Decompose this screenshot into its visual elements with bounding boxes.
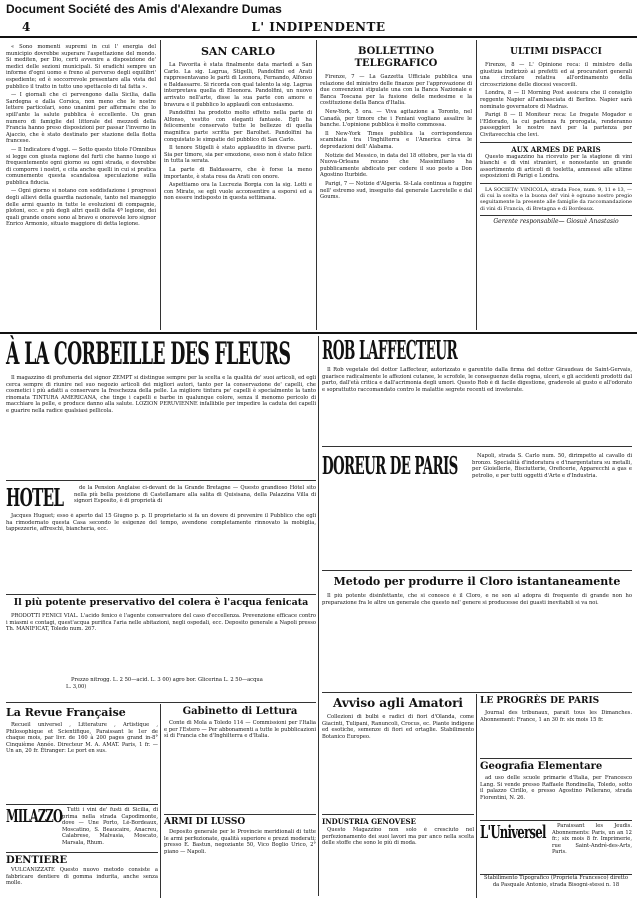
ad-prices <box>66 677 266 697</box>
ad-body <box>164 720 316 810</box>
column-news <box>6 44 156 329</box>
article-paragraph: — Il Indicatore d'oggi. — Sotto questo titolo l'Omnibus si legge con giusta ragione del furti che hanno luogo si frequentemente ogni giorno su ogni strada, e dovrebbe di comporre i nostri, e cita anche quelli in cui si pratica comunemente questa scandalosa speculazione sulla pubblica fiducia. <box>6 146 156 186</box>
ad-body <box>322 367 632 441</box>
printer-line <box>480 874 632 897</box>
ad-text: Questo magazzino ha ricevuto per la stagione di vini bianchi e di vini stranieri, e nonostante un grande assortimento di articoli di toeletta, ammessi alle ultime esposizioni di Parigi e Londra. <box>480 153 632 180</box>
ad-colera <box>6 594 316 701</box>
section-title: SAN CARLO <box>200 45 276 58</box>
ad-cloro <box>322 570 632 691</box>
ad-text: ad uso delle scuole primarie d'Italia, per Francesco Lang. Si vende presso Raffaele Rondinella, Toledo, sotto il palazzo Cirillo, e presso Agostino Pellerano, strada Fiorentini, N. 26. <box>480 775 632 801</box>
ad-body <box>6 722 158 800</box>
ad-text: Journal des tribunaux, paraît tous les Dimanches. Abonnement: France, 1 an 30 fr. six mois 15 fr. <box>480 710 632 723</box>
article-paragraph: Parigi 8 — Il Moniteur reca: Le fregate Mogador e l'Eldorado, la cui partenza fu prorogata, renderanno passeggieri le nostre navi per la partenza per Civitavecchia che levi. <box>480 112 632 138</box>
article-paragraph: — Ogni giorno si notano con soddisfazione i progressi degli allievi della guardia nazionale, tanto nel maneggio delle armi quanto in tutte le evoluzioni di compagnie, plotoni, ecc. e più degli altri quelli della 4ª legione, dei quali grande onore sono al bravo e onorevole loro signor Enrico Armonio, situato maggiore di detta legione. <box>6 188 156 228</box>
price-line: Prezzo nitrogg. L. 2 50—acid. L. 3 00) agro bor. Glicerina L. 2 50—acqua L. 3,00) <box>66 677 263 690</box>
ad-body <box>74 485 316 513</box>
ad-headline: À LA CORBEILLE DES FLEURS <box>6 336 291 372</box>
ad-text: Jacques Huguet; esso è aperto dal 15 Giugno p. p. Il proprietario si fa un dovere di prevenire il Pubblico che egli ha rimodernato questa Casa secondo le esigenze del tempo, avendone completamente rinnovato la mobiglia, tappezzerie, affreschi, biancheria, ecc. <box>6 513 316 533</box>
printer-text: Stabilimento Tipografico (Proprietà Francesco) diretto da Pasquale Antonio, strada Bisogni-stessi n. 18 <box>484 875 628 888</box>
section-rule <box>0 332 637 334</box>
ad-gabinetto <box>164 706 316 812</box>
column-divider <box>476 694 477 898</box>
ad-laffecteur <box>322 337 632 442</box>
article-paragraph: « Sono momenti supremi in cui l' energia del municipio dovrebbe superare l'aspettazione del mondo. Si mediten, per Dio, certi avvenire a disposizione de' medici delle sezioni municipali. Si eradichi sempre un informe d'ogni uomo e freno al perverso degli equilibri' espediente; ed è soccorrevole presentare alla vista del pubblico il tratto in tutto uno spettacolo di tal fatta ». <box>6 44 156 90</box>
article-paragraph: Firenze, 8 — L' Opinione reca: il ministro della giustizia indirizzò ai prefetti ed ai procuratori generali una circolare relativa all'ordinamento della circoscrizione delle diocesi vescovili. <box>480 62 632 88</box>
ad-text: Questo Magazzino non solo è cresciuto nel perfezionamento dei suoi lavori ma pur anco nella scelta delle stoffe che sono le più di moda. <box>322 827 474 847</box>
divider <box>480 183 632 184</box>
section-title: BOLLETTINO TELEGRAFICO <box>354 46 438 69</box>
ad-headline: DENTIERE <box>6 855 68 866</box>
ad-body <box>480 710 632 754</box>
ad-text: de la Pension Anglaise ci-devant de la Grande Bretagne — Questo grandioso Hôtel sito nella più bella posizione di Castellamare alla salita di Quisisana, della Palazzina Villa di signori Esposito, è di proprietà di <box>74 485 316 505</box>
ad-text: VULCANIZZATE Questo nuovo metodo consiste a fabbricare dentiere di gomma indurita, anche senza molle. <box>6 867 158 887</box>
ad-industria <box>322 814 474 897</box>
column-dispatches <box>480 44 632 329</box>
ad-progres <box>480 696 632 756</box>
ad-text: Recueil universel , Litterature , Artistique , Philosophique et Scientifique, Paraissant le 1er de chaque mois, par livr. de 160 à 200 pages grand in-8° Cinquième Année. Directeur M. A. AMAT. Paris, 1 fr. — Un an, 20 fr. Étranger: Le port en sus. <box>6 722 158 755</box>
divider <box>322 692 632 693</box>
ad-text: Il Rob vegetale del dottor Laffecteur, autorizzato e garentito dalla firma del dottor Giraudeau de Saint-Gervais, guarisce radicalmente le affezioni cutanee, le scrofole, le conseguenze della rogna, ulceri, e gli accidenti prodotti dal parto, dall'età critica e dall'acrimonia degli umori. Questo Rob è di facile digestione, gradevole al gusto e all'odorato e soprattutto raccomandato contro le malattie segrete recenti ed inveterate. <box>322 367 632 393</box>
column-divider <box>476 40 477 330</box>
ad-body <box>480 775 632 817</box>
newspaper-title: L' INDIPENDENTE <box>251 20 386 34</box>
ad-text: Il più potente disinfettante, che si conosce è il Cloro, e ne son al adopra di frequente di grande non ho preparazione fra le altre un generale che questo nel' genere si producesse dei guasti inevitabili si va noi. <box>322 593 632 606</box>
article-paragraph: Pandolfini ha prodotto molto effetto nella parte di Alfonso, vestito con eleganti fantasie. Egli ha felicemente conservato tutte le bellezze di quella magnifica parte scritta per Barolhet. Pandolfini ha conquistato le simpatie del pubblico di San Carlo. <box>164 110 312 143</box>
column-divider <box>318 336 319 896</box>
section-title: ULTIMI DISPACCI <box>510 47 602 57</box>
ad-body <box>322 827 474 895</box>
ad-text: Napoli, strada S. Carlo num. 50, dirimpetto al cavallo di bronzo. Specialità d'indoratura e d'inargentatura su metalli, per Gioiellerie, Bisciutterie, Oreficerie, Apparecchi a gas e petrolio, e per tutti oggetti d'Arte e d'Industria. <box>472 453 632 479</box>
divider <box>480 215 632 216</box>
column-divider <box>160 704 161 898</box>
ad-body <box>322 593 632 689</box>
ad-text: Il magazzino di profumeria del signor ZEMPT si distingue sempre per la scelta e la qualità de' suoi articoli, ed egli cerca sempre di riunire nel suo negozio articoli dei migliori autori, tanto per la conservazione de' capelli, che cosmetici i più adatti a conservare la freschezza della pelle. La migliore tintura pe' capelli è specialmente la tanto rinomata TINTURA AMERICANA, che tinge i capelli e barbe in qualunque colore, senza il menomo pericolo di macchiare la pelle, e produce danno alla salute. LOZION PERUVIENNE infallibile per impedire la caduta dei capelli e guarire nella radice qualsiasi pellicola. <box>6 375 316 414</box>
article-paragraph: Londra, 8 — Il Morning Post assicura che il consiglio reggente Napier all'ambasciata di Berlino. Napier sarà nominato governatore di Madras. <box>480 90 632 110</box>
ad-armi <box>164 814 316 897</box>
ad-headline: HOTEL <box>6 483 64 512</box>
article-paragraph: Notizie del Messico, in data del 18 ottobre, per la via di Nuova-Orleans recano che Massimiliano ha pubblicamente abdicato per cedere il suo posto a Don Agostino Iturbide. <box>320 152 472 179</box>
ad-text: Paraissant les Jeudis. Abonnements: Paris, un an 12 fr.; six mois 8 fr. Imprimerie, rue Saint-André-des-Arts, Paris. <box>552 823 632 856</box>
article-paragraph: Il tenore Stigelli è stato applaudito in diverse parti. Sia per timore, sia per emozione, esso non è stato felice in tutta la serata. <box>164 145 312 165</box>
ad-body <box>322 714 474 810</box>
ad-headline: Gabinetto di Lettura <box>182 706 298 717</box>
ad-body <box>164 829 316 895</box>
ad-amatori <box>322 696 474 812</box>
ad-headline: Avviso agli Amatori <box>333 696 463 710</box>
article-paragraph: Il New-York Times pubblica la corrispondenza scambiata tra l'Inghilterra e l'America circa le depredazioni dell' Alabama. <box>320 130 472 150</box>
ad-body <box>472 453 632 479</box>
article-paragraph: Firenze, 7 — La Gazzetta Ufficiale pubblica una relazione del ministro delle finanze per l'approvazione di due convenzioni stipulate una con la Banca Nazionale e Banca Toscana per la fusione delle medesime e la costituzione della Banca d'Italia. <box>320 74 472 107</box>
page-number: 4 <box>22 20 31 34</box>
ad-body <box>6 375 316 475</box>
ad-text: LA SOCIETA' VINICOLA, strada Foce, num. 9, 11 e 13, — di cui la scelta e la buona del' vini è ognuno nostro pregio seguitamente la presente alle famiglie da raccomandazione di vini di Francia, di Bretagna e di Bordeaux. <box>480 186 632 212</box>
ad-corbeille <box>6 337 316 477</box>
article-paragraph: New-York, 5 ora. — Viva agitazione a Toronto, nel Canadà, per timore che i Feniani vogliano assalire le banche. L'opinione pubblica è molto commossa. <box>320 108 472 129</box>
ad-universel <box>480 820 632 873</box>
ad-headline: INDUSTRIA GENOVESE <box>322 817 416 826</box>
ad-doreur <box>322 446 632 567</box>
divider <box>480 142 632 143</box>
ad-headline: ROB LAFFECTEUR <box>322 336 458 366</box>
column-divider <box>160 40 161 330</box>
column-san-carlo <box>164 44 312 329</box>
gerente-line: Gerente responsabile— Giosuè Anastasio <box>493 217 619 225</box>
ad-geografia <box>480 758 632 819</box>
column-divider <box>316 40 317 330</box>
document-watermark: Document Société des Amis d'Alexandre Dumas <box>6 2 282 16</box>
ad-hotel <box>6 480 316 591</box>
ad-headline: L'Universel <box>480 822 546 843</box>
article-paragraph: — I giornali che ci pervengono dalla Sicilia, dalla Sardegna e dalla Corsica, non meno che le nostre lettere particolari, sono unanimi per affermare che lo spill'ante la salute pubblica è eccellente. Un gran numero di famiglie del littorale del mezzodì della Francia hanno preso disposizioni per passar l'inverno in Ajaccio, che è stato destinato per stazione della flotta francese. <box>6 92 156 145</box>
ad-headline: LE PROGRÈS DE PARIS <box>480 696 600 706</box>
ad-body <box>552 823 632 871</box>
ad-headline: ARMI DI LUSSO <box>164 817 246 827</box>
ad-text: Deposito generale per le Provincie meridionali di tutte le armi perfezionate, qualità superiore e prezzi moderati; presso E. Bastun, negoziante 50, Vico Boglio Urico, 2° piano — Napoli. <box>164 829 316 855</box>
ad-text: Tutti i vini de' fusti di Sicilia, di prima nella strada Capodimonte, dove — Une Porto, Lé-Bordeaux, Moscatino, S. Beaucaire, Anacreu, Calabrese, Malvasia, Moscato, Marsala, Rhum. <box>62 807 158 846</box>
ad-body <box>6 613 316 675</box>
ad-headline: MILAZZO <box>6 806 63 827</box>
ad-body <box>6 867 158 897</box>
article-paragraph: Aspettiamo ora la Lucrezia Borgia con la sig. Lotti e con Mirate, se egli vuole acconsentire a esporsi ed a non essere indisposto in questa settimana. <box>164 182 312 202</box>
column-telegraph <box>320 44 472 329</box>
divider <box>6 702 316 703</box>
ad-title: AUX ARMES DE PARIS <box>511 144 601 154</box>
ad-milazzo <box>6 804 158 851</box>
ad-text: Collezioni di bulbi e radici di fiori d'Olanda, come Giacinti, Tulipani, Ranuncoli, Crocus, ec. Piante indigene ed esotiche, semenze di fiori ed ortaglie. Stabilimento Botanico Europeo. <box>322 714 474 740</box>
article-paragraph: Parigi, 7 — Notizie d'Algeria. Si-Lala continua a fuggire nell' estremo sud, inseguito dal generale Lacretelle e dal Goums. <box>320 180 472 201</box>
article-paragraph: La Favorita è stata finalmente data martedì a San Carlo. La sig. Lagrua, Stigelli, Pandolfini ed Arati rappresentavano le parti di Leonora, Fernando, Alfonso e Baldassarre. Si ricorda con qual talento la sig. Lagrua interpretava quella di Eleonora. Pandolfini, un nuovo arrivato nell'arte, disse la sua parte con amore e bravura e il pubblico lo applaudì con entusiasmo. <box>164 62 312 108</box>
ad-body <box>6 513 316 589</box>
ad-headline: Metodo per produrre il Cloro istantaneamente <box>333 575 621 588</box>
ad-headline: DOREUR DE PARIS <box>322 451 458 480</box>
ad-text: PRODOTTI FENICI VIAL. L'acido fenico è l'agente conservatore del caso d'eccellenza. Prevenzione efficace contro i miasmi e contagi, quest'acqua purifica l'aria nelle abitazioni, negli ospedali, ecc. Deposito generale a Napoli presso Th. MANIFICAT, Toledo num. 267. <box>6 613 316 633</box>
ad-text: Conte di Mola a Toledo 114 — Commissioni per l'Italia e per l'Estero — Per abbonamenti a tutte le pubblicazioni sì di Francia che d'Inghilterra e d'Italia. <box>164 720 316 740</box>
ad-headline: La Revue Française <box>6 706 126 719</box>
newspaper-header <box>0 20 637 38</box>
ad-revue <box>6 706 158 802</box>
ad-body <box>62 807 158 849</box>
ad-headline: Geografia Elementare <box>480 761 603 772</box>
ad-headline: Il più potente preservativo del colera è l'acqua fenicata <box>13 597 309 608</box>
ad-dentiere <box>6 852 158 897</box>
article-paragraph: La parte di Baldassarre, che è forse la meno importante, è stata resa da Arati con onore. <box>164 166 312 180</box>
